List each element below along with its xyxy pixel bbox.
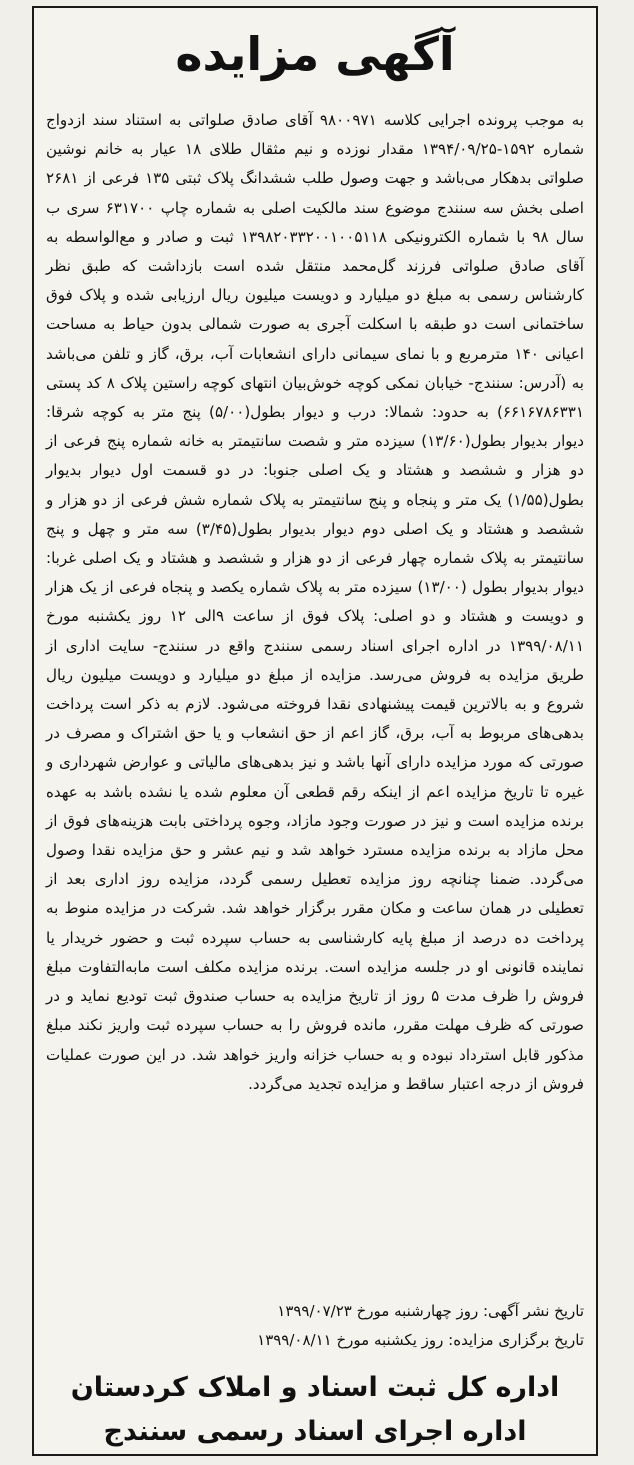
issuer-block [40,1366,590,1454]
notice-title: آگهی مزایده [175,27,455,81]
auction-date: تاریخ برگزاری مزایده: روز یکشنبه مورخ ۱۳۹۹/۰۸/۱۱ [257,1331,584,1349]
issuer-line-2: اداره اجرای اسناد رسمی سنندج [103,1416,527,1447]
publish-date: تاریخ نشر آگهی: روز چهارشنبه مورخ ۱۳۹۹/۰۷/۲۳ [277,1302,584,1320]
notice-body: به موجب پرونده اجرایی کلاسه ۹۸۰۰۹۷۱ آقای صادق صلواتی به استناد سند ازدواج شماره ۱۵۹۲-۱۳۹۴/۰۹/۲۵ مقدار نوزده و نیم مثقال طلای ۱۸ عیار به خانم نوشین صلواتی بدهکار می‌باشد و جهت وصول طلب ششدانگ پلاک ثبتی ۱۳۵ فرعی از ۲۶۸۱ اصلی بخش سه سنندج موضوع سند مالکیت اصلی به شماره چاپ ۶۳۱۷۰۰ سری ب سال ۹۸ با شماره الکترونیکی ۱۳۹۸۲۰۳۳۲۰۰۱۰۰۵۱۱۸ ثبت و صادر و مع‌الواسطه به آقای صادق صلواتی فرزند گل‌محمد منتقل شده است بازداشت که طبق نظر کارشناس رسمی به مبلغ دو میلیارد و دویست میلیون ریال ارزیابی شده و پلاک فوق ساختمانی است دو طبقه با اسکلت آجری به صورت شمالی بدون حیاط به مساحت اعیانی ۱۴۰ مترمربع و با نمای سیمانی دارای انشعابات آب، برق، گاز و تلفن می‌باشد به (آدرس: سنندج- خیابان نمکی کوچه خوش‌بیان انتهای کوچه راستین پلاک ۸ کد پستی ۶۶۱۶۷۸۶۳۳۱) به حدود: شمالا: درب و دیوار بطول(۵/۰۰) پنج متر به کوچه شرقا: دیوار بدیوار بطول(۱۳/۶۰) سیزده متر و شصت سانتیمتر به خانه شماره پنج فرعی از دو هزار و ششصد و هشتاد و یک اصلی جنوبا: در دو قسمت اول دیوار بدیوار بطول(۱/۵۵) یک متر و پنجاه و پنج سانتیمتر به پلاک شماره شش فرعی از دو هزار و ششصد و هشتاد و یک اصلی دوم دیوار بدیوار بطول(۳/۴۵) سه متر و چهل و پنج سانتیمتر به پلاک شماره چهار فرعی از دو هزار و ششصد و هشتاد و یک اصلی غربا: دیوار بدیوار بطول (۱۳/۰۰) سیزده متر به پلاک شماره یکصد و پنجاه فرعی از یک هزار و دویست و هشتاد و دو اصلی: پلاک فوق از ساعت ۹الی ۱۲ روز یکشنبه مورخ ۱۳۹۹/۰۸/۱۱ در اداره اجرای اسناد رسمی سنندج واقع در سنندج- سایت اداری از طریق مزایده به فروش می‌رسد. مزایده از مبلغ دو میلیارد و دویست میلیون ریال شروع و به بالاترین قیمت پیشنهادی نقدا فروخته می‌شود. لازم به ذکر است پرداخت بدهی‌های مربوط به آب، برق، گاز اعم از حق انشعاب و یا حق اشتراک و مصرف در صورتی که مورد مزایده دارای آنها باشد و نیز بدهی‌های مالیاتی و عوارض شهرداری و غیره تا تاریخ مزایده اعم از اینکه رقم قطعی آن معلوم شده یا نشده باشد به عهده برنده مزایده است و نیز در صورت وجود مازاد، وجوه پرداختی بابت هزینه‌های فوق از محل مازاد به برنده مزایده مسترد خواهد شد و نیم عشر و حق مزایده نقدا وصول می‌گردد. ضمنا چنانچه روز مزایده تعطیل رسمی گردد، مزایده روز اداری بعد از تعطیلی در همان ساعت و مکان مقرر برگزار خواهد شد. شرکت در مزایده منوط به پرداخت ده درصد از مبلغ پایه کارشناسی به حساب سپرده ثبت و حضور خریدار یا نماینده قانونی او در جلسه مزایده است. برنده مزایده مکلف است مابه‌التفاوت مبلغ فروش را ظرف مدت ۵ روز از تاریخ مزایده به حساب صندوق ثبت تودیع نماید و در صورتی که ظرف مهلت مقرر، مانده فروش را به حساب سپرده ثبت واریز نکند مبلغ مذکور قابل استرداد نبوده و به حساب خزانه واریز خواهد شد. در این صورت عملیات فروش از درجه اعتبار ساقط و مزایده تجدید می‌گردد. [46,111,585,1093]
notice-dates [46,1297,584,1355]
issuer-line-1: اداره کل ثبت اسناد و املاک کردستان [70,1372,560,1403]
notice-frame [32,6,598,1456]
